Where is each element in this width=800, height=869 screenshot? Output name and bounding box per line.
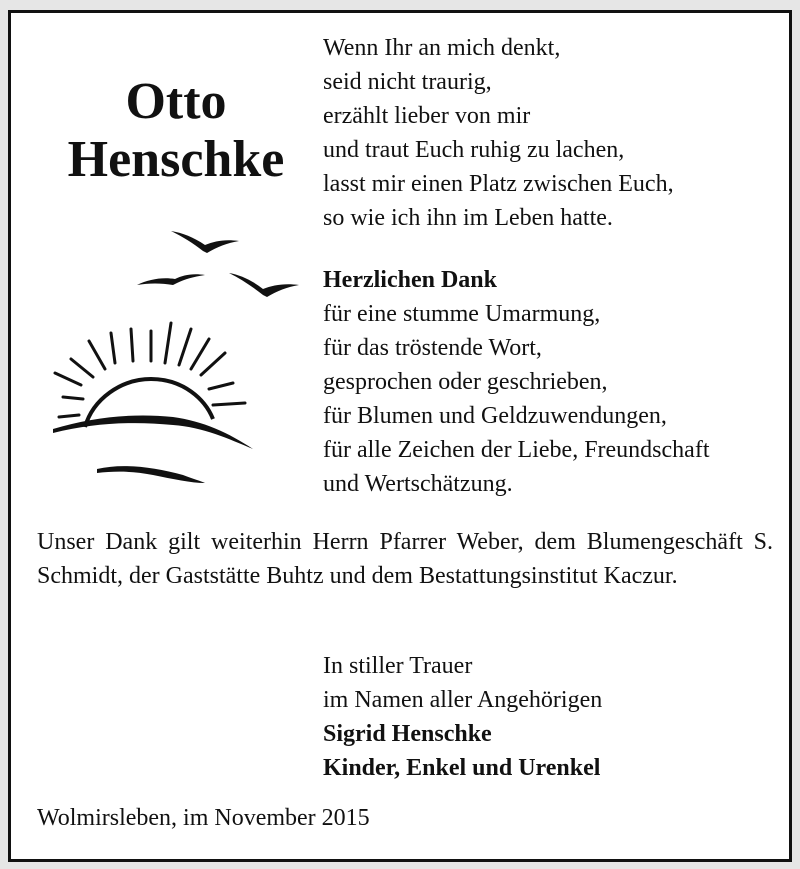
obituary-notice [8,10,792,862]
hills-icon [53,416,253,484]
last-name: Henschke [67,131,285,188]
signer-family: Kinder, Enkel und Urenkel [323,755,601,781]
poem [323,31,674,235]
thanks-line: für das tröstende Wort, [323,335,542,361]
poem-line: lasst mir einen Platz zwischen Euch, [323,171,674,197]
poem-line: erzählt lieber von mir [323,103,531,129]
poem-line: und traut Euch ruhig zu lachen, [323,137,625,163]
thanks-section [323,263,709,501]
poem-line: so wie ich ihn im Leben hatte. [323,205,613,231]
poem-line: seid nicht traurig, [323,69,492,95]
closing-section [323,649,602,785]
thanks-line: für Blumen und Geldzuwendungen, [323,403,667,429]
birds-icon [137,231,299,297]
thanks-line: für eine stumme Umarmung, [323,301,601,327]
thanks-line: für alle Zeichen der Liebe, Freundschaft [323,437,710,463]
thanks-line: gesprochen oder geschrieben, [323,369,608,395]
poem-line: Wenn Ihr an mich denkt, [323,35,561,61]
closing-line: In stiller Trauer [323,653,473,679]
thanks-line: und Wertschätzung. [323,471,513,497]
place-date: Wolmirsleben, im November 2015 [37,805,370,831]
deceased-name [31,73,321,189]
sun-rays-icon [55,323,245,417]
birds-sunset-illustration [33,213,313,493]
closing-line: im Namen aller Angehörigen [323,687,603,713]
acknowledgement-paragraph: Unser Dank gilt weiterhin Herrn Pfarrer Weber, dem Blumengeschäft S. Schmidt, der Gaststätte Buhtz und dem Bestattungsinstitut Kaczur. [37,529,773,589]
thanks-heading: Herzlichen Dank [323,267,497,293]
first-name: Otto [125,73,227,130]
signer-name: Sigrid Henschke [323,721,492,747]
